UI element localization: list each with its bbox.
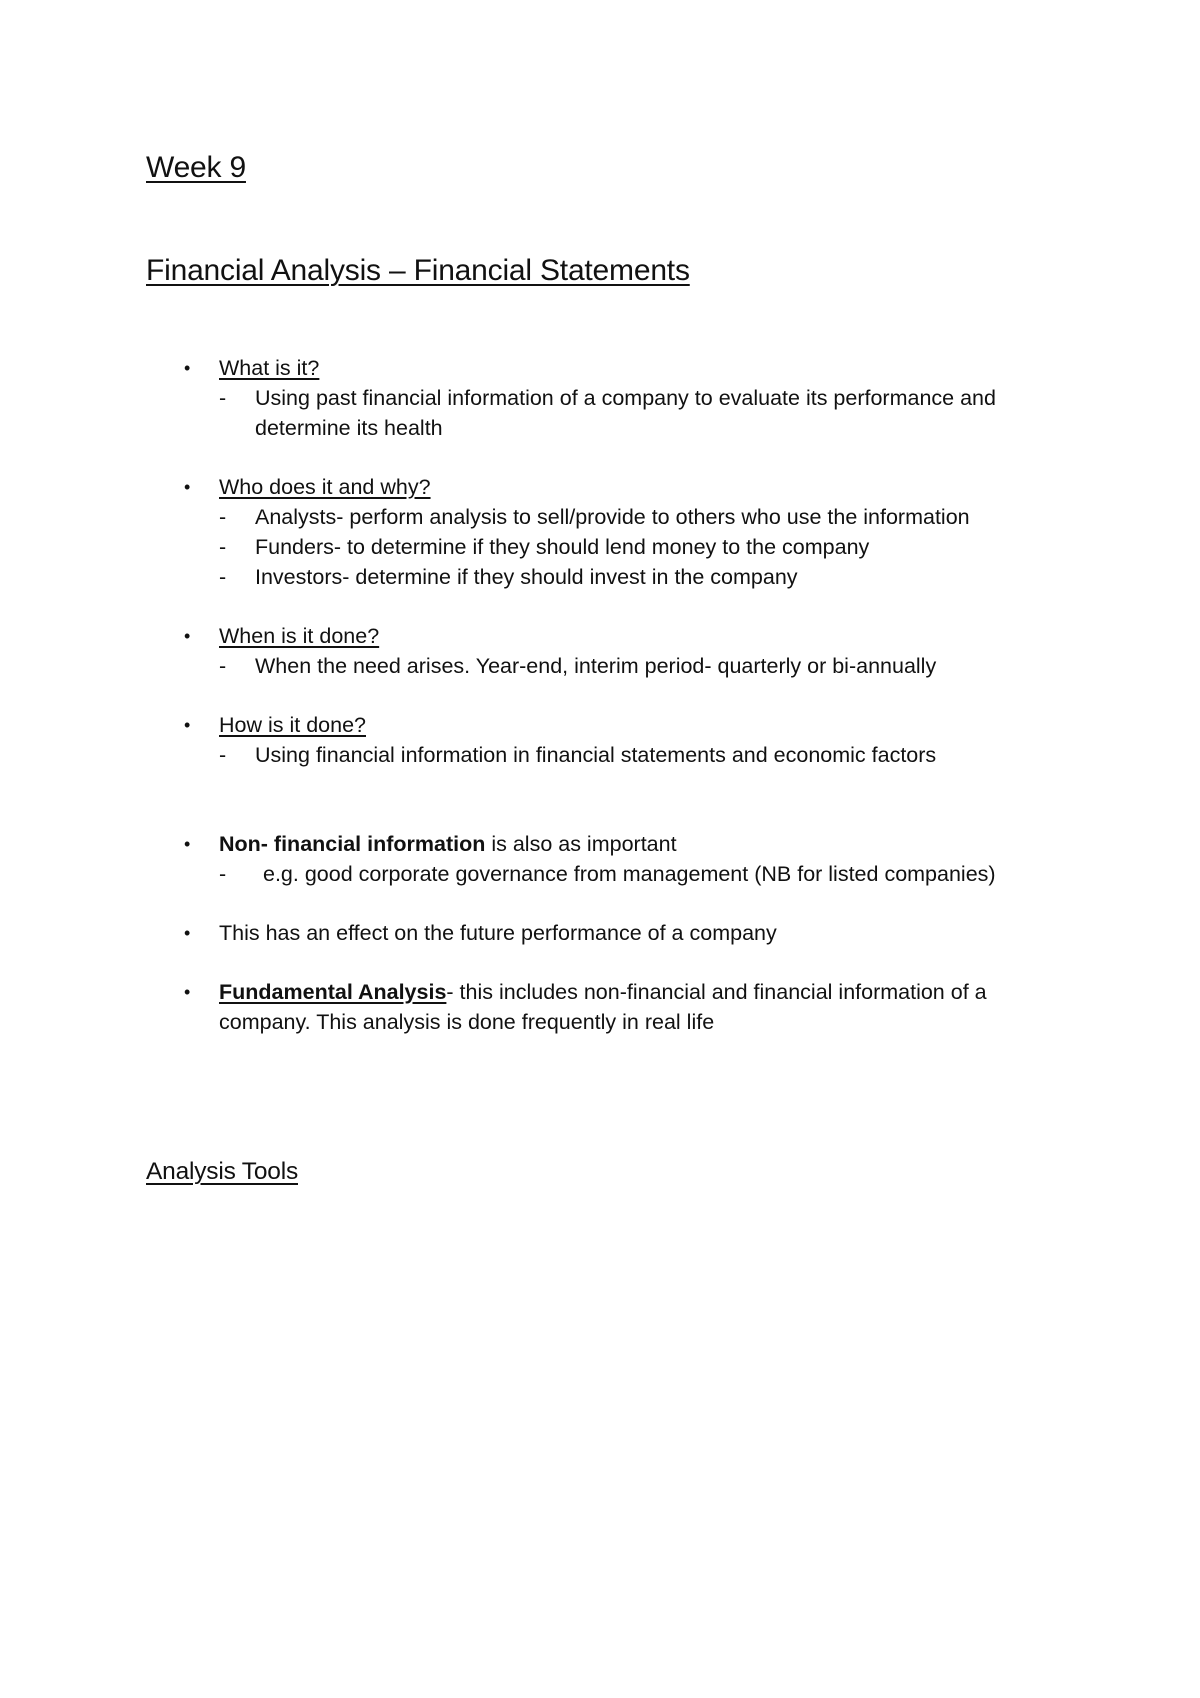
bullet-label: What is it?	[219, 356, 320, 380]
dash-continuation: determine its health	[255, 416, 443, 440]
bold-underlined-term: Fundamental Analysis	[219, 980, 447, 1004]
bullet-icon: •	[184, 923, 191, 943]
dash-text: Investors- determine if they should invest in the company	[255, 565, 798, 589]
bullet-icon: •	[184, 715, 191, 735]
dash-text: Using past financial information of a company to evaluate its performance and	[255, 386, 996, 410]
bullet-icon: •	[184, 477, 191, 497]
bullet-label	[219, 829, 677, 859]
bullet-label: How is it done?	[219, 713, 366, 737]
section-heading-analysis-tools: Analysis Tools	[146, 1158, 298, 1185]
week-title: Week 9	[146, 151, 246, 184]
dash-text: Funders- to determine if they should lend money to the company	[255, 535, 870, 559]
bullet-text: This has an effect on the future performance of a company	[219, 921, 777, 945]
bullet-label: Who does it and why?	[219, 475, 431, 499]
bullet-icon: •	[184, 626, 191, 646]
dash-text: Using financial information in financial statements and economic factors	[255, 743, 937, 767]
bullet-continuation: company. This analysis is done frequently in real life	[219, 1010, 715, 1034]
bullet-rest: - this includes non-financial and financial information of a	[446, 980, 987, 1004]
dash-icon: -	[219, 386, 227, 410]
dash-text: Analysts- perform analysis to sell/provide to others who use the information	[255, 505, 970, 529]
dash-icon: -	[219, 565, 227, 589]
bullet-icon: •	[184, 834, 191, 854]
dash-icon: -	[219, 743, 227, 767]
dash-text: e.g. good corporate governance from management (NB for listed companies)	[263, 862, 996, 886]
bullet-rest: is also as important	[485, 832, 677, 856]
dash-text: When the need arises. Year-end, interim period- quarterly or bi-annually	[255, 654, 937, 678]
bullet-icon: •	[184, 358, 191, 378]
dash-icon: -	[219, 505, 227, 529]
bold-term: Non- financial information	[219, 832, 486, 856]
bullet-label	[219, 977, 987, 1007]
bullet-icon: •	[184, 982, 191, 1002]
page-subtitle: Financial Analysis – Financial Statements	[146, 254, 690, 287]
dash-icon: -	[219, 535, 227, 559]
dash-icon: -	[219, 862, 227, 886]
dash-icon: -	[219, 654, 227, 678]
bullet-label: When is it done?	[219, 624, 380, 648]
